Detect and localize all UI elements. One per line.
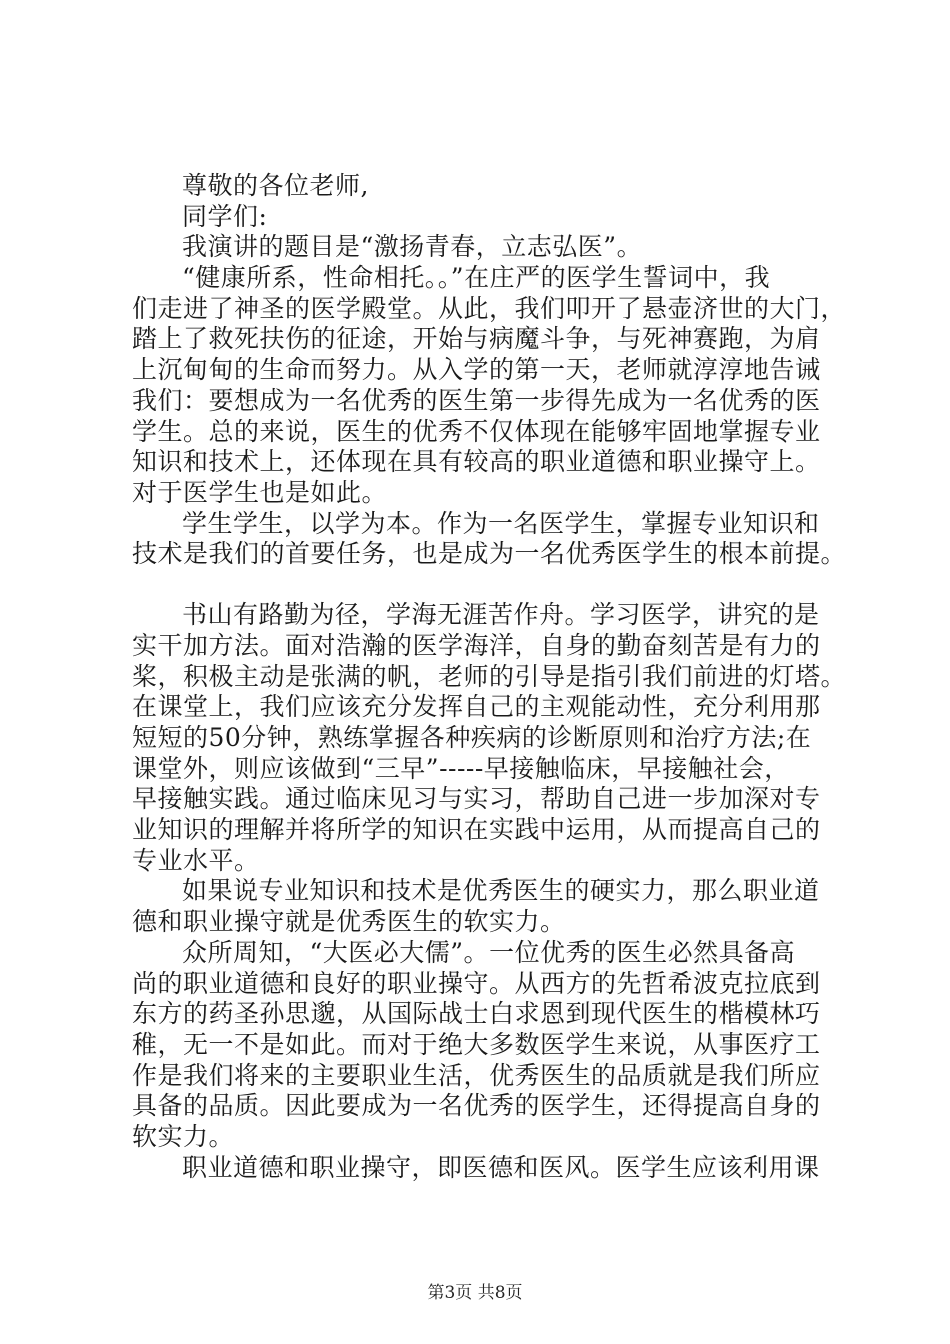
paragraph-line: 课堂外，则应该做到“三早”-----早接触临床，早接触社会， xyxy=(132,754,790,783)
paragraph-line: 对于医学生也是如此。 xyxy=(132,478,388,507)
paragraph-line: “健康所系，性命相托。。”在庄严的医学生誓词中，我 xyxy=(182,263,771,292)
paragraph-line: 知识和技术上，还体现在具有较高的职业道德和职业操守上。 xyxy=(132,447,821,476)
paragraph-line: 学生。总的来说，医生的优秀不仅体现在能够牢固地掌握专业 xyxy=(132,417,821,446)
paragraph-line: 业知识的理解并将所学的知识在实践中运用，从而提高自己的 xyxy=(132,815,821,844)
speech-title-line: 我演讲的题目是“激扬青春，立志弘医”。 xyxy=(182,232,643,261)
paragraph-line: 软实力。 xyxy=(132,1122,235,1151)
greeting-line: 同学们: xyxy=(182,202,268,231)
paragraph-line: 早接触实践。通过临床见习与实习，帮助自己进一步加深对专 xyxy=(132,784,821,813)
paragraph-line: 稚，无一不是如此。而对于绝大多数医学生来说，从事医疗工 xyxy=(132,1030,821,1059)
paragraph-line: 我们：要想成为一名优秀的医生第一步得先成为一名优秀的医 xyxy=(132,386,821,415)
paragraph-line: 上沉甸甸的生命而努力。从入学的第一天，老师就淳淳地告诫 xyxy=(132,355,821,384)
paragraph-line: 桨，积极主动是张满的帆，老师的引导是指引我们前进的灯塔。 xyxy=(132,662,847,691)
paragraph-line: 在课堂上，我们应该充分发挥自己的主观能动性，充分利用那 xyxy=(132,692,821,721)
paragraph-line: 德和职业操守就是优秀医生的软实力。 xyxy=(132,907,566,936)
paragraph-line: 专业水平。 xyxy=(132,846,260,875)
paragraph-line: 短短的50分钟，熟练掌握各种疾病的诊断原则和治疗方法;在 xyxy=(132,723,812,752)
paragraph-line: 实干加方法。面对浩瀚的医学海洋，自身的勤奋刻苦是有力的 xyxy=(132,631,821,660)
paragraph-line: 们走进了神圣的医学殿堂。从此，我们叩开了悬壶济世的大门， xyxy=(132,294,847,323)
paragraph-line: 书山有路勤为径，学海无涯苦作舟。学习医学，讲究的是 xyxy=(182,600,820,629)
paragraph-line: 尚的职业道德和良好的职业操守。从西方的先哲希波克拉底到 xyxy=(132,969,821,998)
paragraph-line: 如果说专业知识和技术是优秀医生的硬实力，那么职业道 xyxy=(182,876,820,905)
paragraph-line: 踏上了救死扶伤的征途，开始与病魔斗争，与死神赛跑，为肩 xyxy=(132,324,821,353)
paragraph-line: 职业道德和职业操守，即医德和医风。医学生应该利用课 xyxy=(182,1153,820,1182)
paragraph-line: 作是我们将来的主要职业生活，优秀医生的品质就是我们所应 xyxy=(132,1061,821,1090)
paragraph-line: 具备的品质。因此要成为一名优秀的医学生，还得提高自身的 xyxy=(132,1091,821,1120)
paragraph-line: 技术是我们的首要任务，也是成为一名优秀医学生的根本前提。 xyxy=(132,539,847,568)
page-footer: 第3页 共8页 xyxy=(427,1283,523,1303)
paragraph-line: 众所周知，“大医必大儒”。一位优秀的医生必然具备高 xyxy=(182,938,796,967)
paragraph-line: 东方的药圣孙思邈，从国际战士白求恩到现代医生的楷模林巧 xyxy=(132,999,821,1028)
paragraph-line: 学生学生，以学为本。作为一名医学生，掌握专业知识和 xyxy=(182,509,820,538)
greeting-line: 尊敬的各位老师, xyxy=(182,171,369,200)
